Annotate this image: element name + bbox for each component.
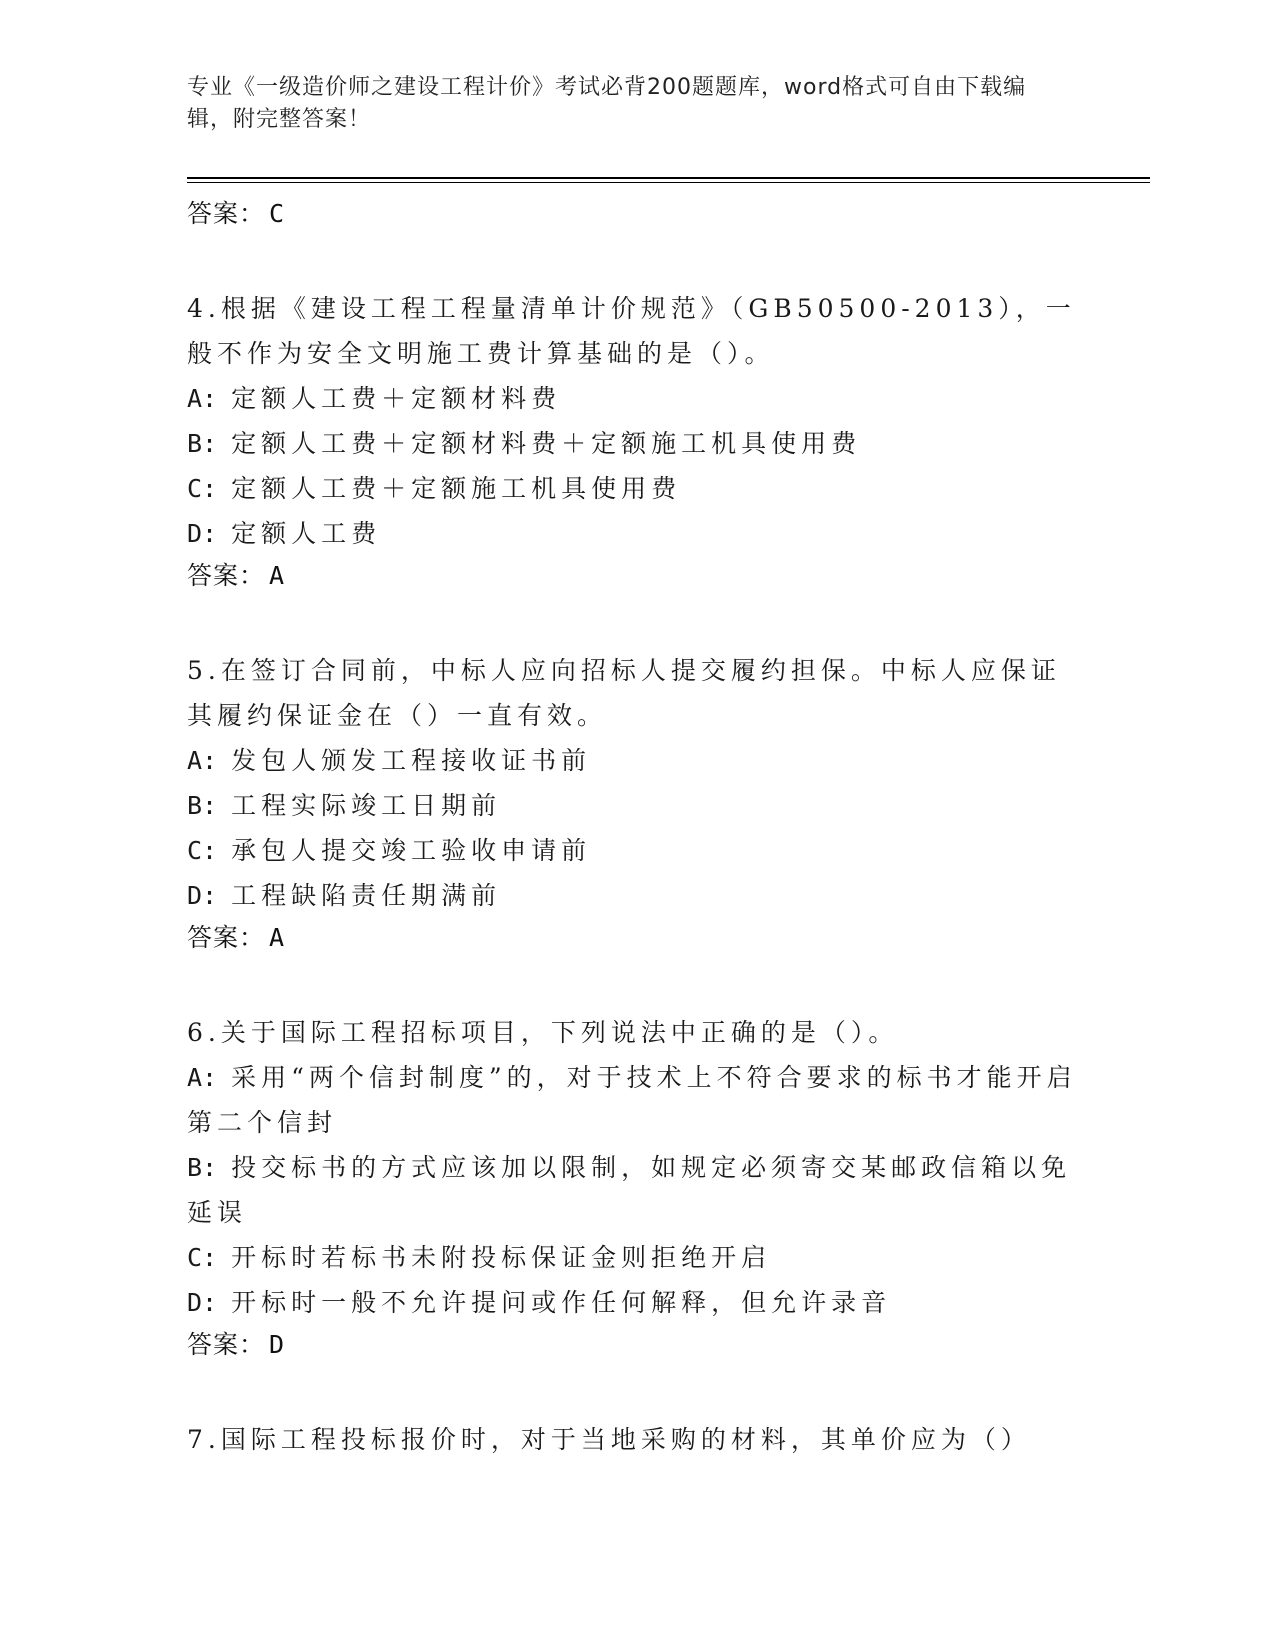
question-text: 6.关于国际工程招标项目，下列说法中正确的是（）。 — [187, 1018, 899, 1047]
answer-value: C — [269, 199, 286, 228]
option-key: A: — [187, 1063, 218, 1092]
answer-option — [187, 738, 1087, 783]
question-gap — [187, 596, 1087, 648]
page-header: 专业《一级造价师之建设工程计价》考试必背200题题库，word格式可自由下载编辑，附完整答案！ — [187, 75, 1027, 132]
answer-option — [187, 376, 1087, 421]
answer-label: 答案： — [187, 1330, 266, 1359]
answer-line — [187, 1325, 1087, 1365]
option-text: 采用“两个信封制度”的，对于技术上不符合要求的标书才能开启第二个信封 — [187, 1063, 1077, 1137]
answer-line — [187, 556, 1087, 596]
question-block — [187, 1010, 1087, 1325]
answer-option — [187, 1055, 1087, 1145]
answer-option — [187, 828, 1087, 873]
question-block — [187, 648, 1087, 918]
option-text: 工程实际竣工日期前 — [231, 791, 502, 820]
header-rule — [187, 177, 1150, 179]
question-block — [187, 1417, 1087, 1462]
question-gap — [187, 958, 1087, 1010]
option-text: 开标时一般不允许提问或作任何解释，但允许录音 — [231, 1288, 892, 1317]
option-text: 定额人工费 — [231, 519, 382, 548]
answer-label: 答案： — [187, 199, 266, 228]
option-key: D: — [187, 1288, 218, 1317]
answer-option — [187, 511, 1087, 556]
answer-value: A — [269, 923, 286, 952]
answer-option — [187, 783, 1087, 828]
answer-option — [187, 1235, 1087, 1280]
answer-line — [187, 918, 1087, 958]
question-block — [187, 286, 1087, 556]
option-text: 发包人颁发工程接收证书前 — [231, 746, 592, 775]
option-key: C: — [187, 1243, 218, 1272]
answer-option — [187, 466, 1087, 511]
header-rule-thin — [187, 182, 1150, 183]
answer-line — [187, 194, 1087, 234]
option-key: B: — [187, 791, 218, 820]
answer-value: A — [269, 561, 286, 590]
question-text: 5.在签订合同前，中标人应向招标人提交履约担保。中标人应保证其履约保证金在（）一直有效。 — [187, 656, 1061, 730]
content — [187, 190, 1087, 1462]
question-gap — [187, 234, 1087, 286]
option-text: 承包人提交竣工验收申请前 — [231, 836, 592, 865]
option-key: D: — [187, 881, 218, 910]
option-key: C: — [187, 836, 218, 865]
option-text: 工程缺陷责任期满前 — [231, 881, 502, 910]
question-gap — [187, 1365, 1087, 1417]
answer-option — [187, 1145, 1087, 1235]
option-key: A: — [187, 746, 218, 775]
option-key: C: — [187, 474, 218, 503]
answer-label: 答案： — [187, 561, 266, 590]
answer-value: D — [269, 1330, 286, 1359]
option-key: D: — [187, 519, 218, 548]
question-text: 4.根据《建设工程工程量清单计价规范》（GB50500-2013），一般不作为安全文明施工费计算基础的是（）。 — [187, 294, 1076, 368]
option-text: 定额人工费＋定额施工机具使用费 — [231, 474, 682, 503]
option-text: 定额人工费＋定额材料费＋定额施工机具使用费 — [231, 429, 862, 458]
option-key: B: — [187, 1153, 218, 1182]
question-list — [187, 234, 1087, 1462]
answer-option — [187, 1280, 1087, 1325]
answer-option — [187, 873, 1087, 918]
option-key: B: — [187, 429, 218, 458]
option-text: 定额人工费＋定额材料费 — [231, 384, 562, 413]
answer-label: 答案： — [187, 923, 266, 952]
option-key: A: — [187, 384, 218, 413]
answer-option — [187, 421, 1087, 466]
option-text: 开标时若标书未附投标保证金则拒绝开启 — [231, 1243, 772, 1272]
option-text: 投交标书的方式应该加以限制，如规定必须寄交某邮政信箱以免延误 — [187, 1153, 1072, 1227]
question-text: 7.国际工程投标报价时，对于当地采购的材料，其单价应为（） — [187, 1425, 1031, 1454]
